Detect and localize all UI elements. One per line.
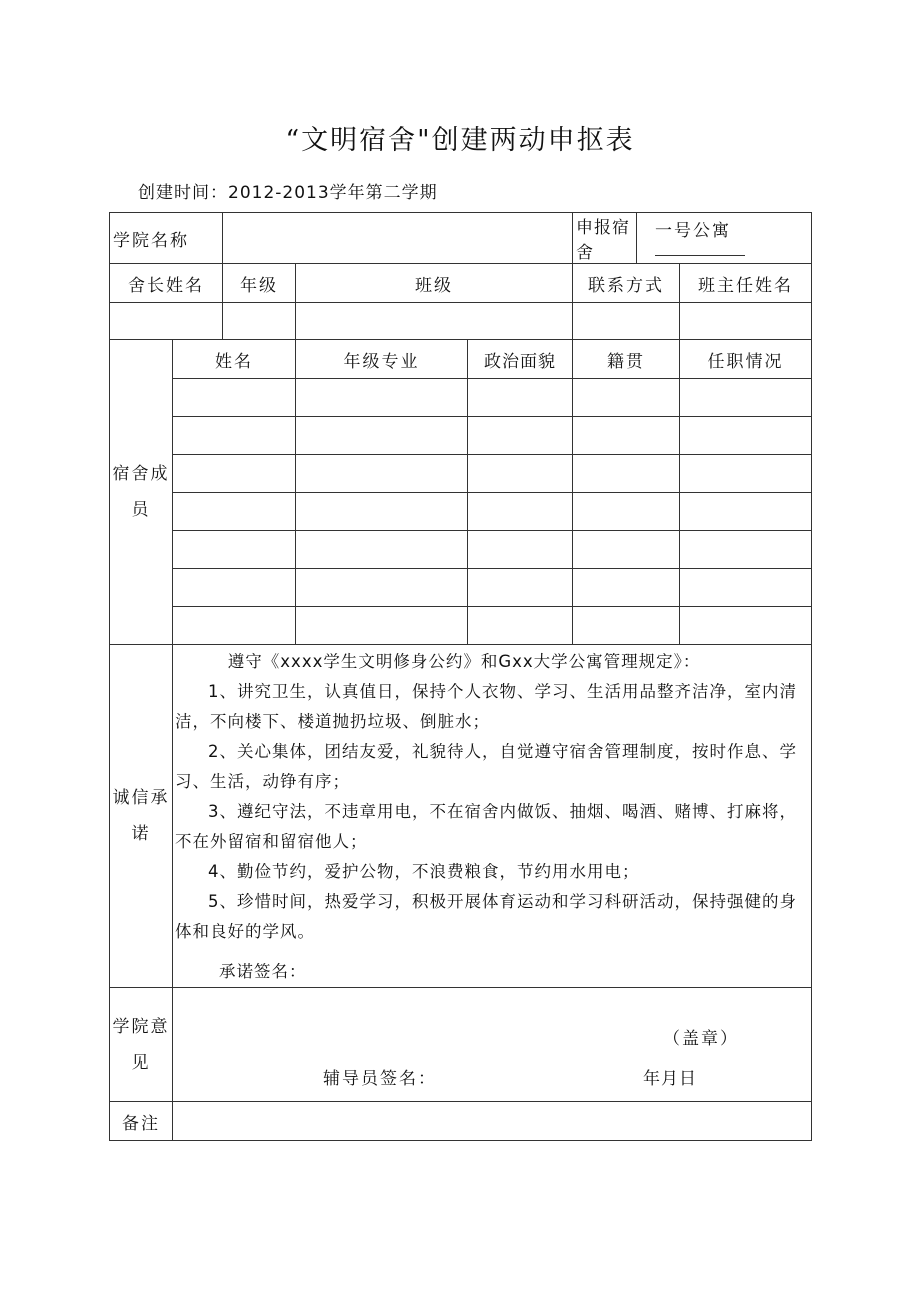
member-hometown-cell[interactable] (573, 569, 680, 607)
pledge-item-3: 3、遵纪守法，不违章用电，不在宿舍内做饭、抽烟、喝酒、赌博、打麻将，不在外留宿和留宿他人； (175, 802, 797, 851)
member-political-header: 政治面貌 (468, 340, 573, 379)
pledge-intro: 遵守《xxxx学生文明修身公约》和Gxx大学公寓管理规定》： (227, 652, 701, 671)
member-position-cell[interactable] (680, 531, 812, 569)
dorm-value: 一号公寓 (655, 220, 732, 241)
member-political-cell[interactable] (468, 607, 573, 645)
dorm-field[interactable] (637, 213, 812, 264)
pledge-item-1: 1、讲究卫生，认真值日，保持个人衣物、学习、生活用品整齐洁净，室内清洁，不向楼下、楼道抛扔垃圾、倒脏水； (175, 682, 797, 731)
member-name-cell[interactable] (173, 607, 296, 645)
remarks-label: 备注 (110, 1102, 173, 1141)
pledge-item-2: 2、关心集体，团结友爱，礼貌待人，自觉遵守宿舍管理制度，按时作息、学习、生活，动铮有序； (175, 742, 797, 791)
member-hometown-header: 籍贯 (573, 340, 680, 379)
college-name-label: 学院名称 (110, 213, 223, 264)
member-name-cell[interactable] (173, 379, 296, 417)
member-major-cell[interactable] (296, 455, 468, 493)
integrity-pledge-label (110, 645, 173, 988)
head-teacher-header: 班主任姓名 (680, 264, 812, 303)
member-hometown-cell[interactable] (573, 417, 680, 455)
member-major-cell[interactable] (296, 569, 468, 607)
stamp-label: （盖章） (663, 1029, 740, 1049)
member-name-cell[interactable] (173, 493, 296, 531)
member-political-cell[interactable] (468, 569, 573, 607)
member-hometown-cell[interactable] (573, 607, 680, 645)
page-title: “文明宿舍"创建两动申抠表 (285, 125, 635, 156)
member-major-cell[interactable] (296, 379, 468, 417)
dorm-members-label (110, 340, 173, 645)
member-political-cell[interactable] (468, 379, 573, 417)
dorm-head-name-field[interactable] (110, 303, 223, 340)
member-major-cell[interactable] (296, 493, 468, 531)
dorm-number-blank[interactable] (655, 241, 745, 256)
member-major-header: 年级专业 (296, 340, 468, 379)
date-label: 年月日 (643, 1069, 697, 1089)
member-hometown-cell[interactable] (573, 531, 680, 569)
pledge-item-5: 5、珍惜时间，热爱学习，积极开展体育运动和学习科研活动，保持强健的身体和良好的学风。 (175, 892, 797, 941)
dorm-head-name-header: 舍长姓名 (110, 264, 223, 303)
member-name-cell[interactable] (173, 417, 296, 455)
member-political-cell[interactable] (468, 417, 573, 455)
integrity-pledge-label-text: 诚信承诺 (112, 788, 170, 844)
college-name-field[interactable] (223, 213, 573, 264)
college-opinion-label-text: 学院意见 (112, 1016, 170, 1073)
member-name-cell[interactable] (173, 455, 296, 493)
member-position-cell[interactable] (680, 379, 812, 417)
member-hometown-cell[interactable] (573, 493, 680, 531)
grade-header: 年级 (223, 264, 296, 303)
member-name-header: 姓名 (173, 340, 296, 379)
college-opinion-label (110, 988, 173, 1102)
integrity-pledge-text (173, 645, 812, 988)
member-hometown-cell[interactable] (573, 455, 680, 493)
advisor-signature-label: 辅导员签名： (323, 1069, 437, 1089)
creation-time: 创建时间：2012-2013学年第二学期 (138, 183, 438, 203)
member-position-cell[interactable] (680, 455, 812, 493)
member-hometown-cell[interactable] (573, 379, 680, 417)
member-political-cell[interactable] (468, 531, 573, 569)
contact-field[interactable] (573, 303, 680, 340)
member-position-cell[interactable] (680, 569, 812, 607)
member-political-cell[interactable] (468, 493, 573, 531)
member-position-cell[interactable] (680, 607, 812, 645)
contact-header: 联系方式 (573, 264, 680, 303)
pledge-signature-label: 承诺签名： (219, 962, 307, 981)
pledge-item-4: 4、勤俭节约，爱护公物，不浪费粮食，节约用水用电； (208, 862, 640, 881)
member-major-cell[interactable] (296, 417, 468, 455)
member-major-cell[interactable] (296, 607, 468, 645)
application-form (109, 212, 812, 1141)
class-field[interactable] (296, 303, 573, 340)
member-name-cell[interactable] (173, 569, 296, 607)
dorm-label: 申报宿舍 (573, 213, 637, 264)
member-position-cell[interactable] (680, 417, 812, 455)
grade-field[interactable] (223, 303, 296, 340)
head-teacher-field[interactable] (680, 303, 812, 340)
college-opinion-field[interactable] (173, 988, 812, 1102)
class-header: 班级 (296, 264, 573, 303)
member-name-cell[interactable] (173, 531, 296, 569)
dorm-members-label-text: 宿舍成员 (112, 464, 170, 520)
remarks-field[interactable] (173, 1102, 812, 1141)
member-political-cell[interactable] (468, 455, 573, 493)
member-position-header: 任职情况 (680, 340, 812, 379)
member-major-cell[interactable] (296, 531, 468, 569)
member-position-cell[interactable] (680, 493, 812, 531)
